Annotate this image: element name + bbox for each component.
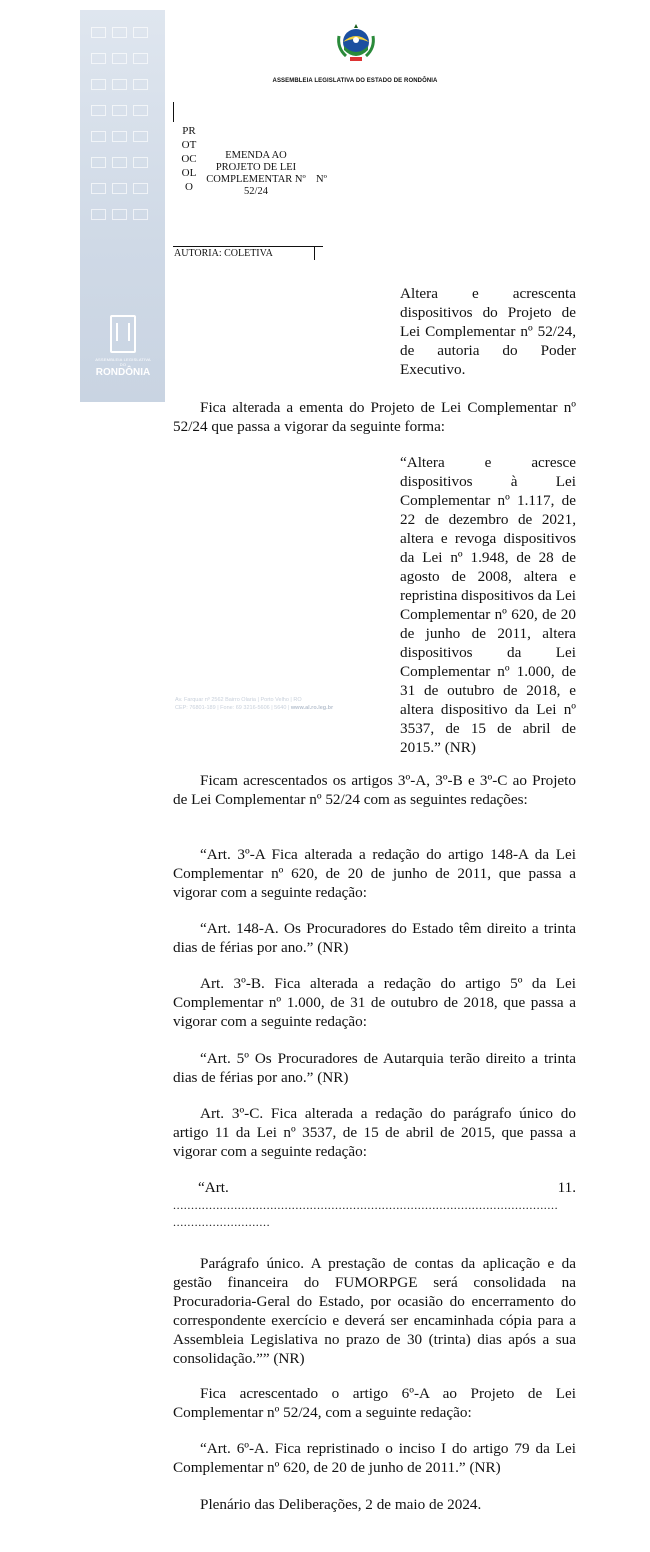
address-line: Av. Farquar nº 2562 Bairro Olaria | Porto Velho | RO bbox=[175, 697, 302, 703]
paragraph: “Art. 148-A. Os Procuradores do Estado têm direito a trinta dias de férias por ano.” (NR) bbox=[173, 920, 576, 956]
paragraph: Art. 3º-B. Fica alterada a redação do artigo 5º da Lei Complementar nº 1.000, de 31 de outubro de 2018, que passa a vigorar com a seguinte redação: bbox=[173, 975, 576, 1030]
assembly-logo bbox=[92, 315, 154, 378]
logo-small-text: ASSEMBLEIA LEGISLATIVA DO bbox=[95, 357, 151, 367]
art-11-left: “Art. bbox=[198, 1179, 229, 1196]
paragraph: Fica acrescentado o artigo 6º-A ao Projeto de Lei Complementar nº 52/24, com a seguinte redação: bbox=[173, 1385, 576, 1421]
art-11-line bbox=[198, 1179, 576, 1197]
building-icon bbox=[110, 315, 136, 353]
protocol-text: PR OT OC OL O bbox=[181, 125, 197, 193]
emenda-title: EMENDA AO PROJETO DE LEI COMPLEMENTAR Nº 52/24 bbox=[206, 150, 306, 197]
paragraph: Ficam acrescentados os artigos 3º-A, 3º-B e 3º-C ao Projeto de Lei Complementar nº 52/24 com as seguintes redações: bbox=[173, 772, 576, 808]
paragraph: “Art. 5º Os Procuradores de Autarquia terão direito a trinta dias de férias por ano.” (NR) bbox=[173, 1050, 576, 1086]
art-11-right: 11. bbox=[557, 1179, 576, 1196]
ellipsis-line: ........................... bbox=[173, 1215, 271, 1229]
divider bbox=[314, 246, 315, 260]
divider bbox=[173, 102, 174, 122]
ellipsis-line: ........................................................................................................... bbox=[173, 1198, 559, 1212]
paragraph: Fica alterada a ementa do Projeto de Lei Complementar nº 52/24 que passa a vigorar da seguinte forma: bbox=[173, 399, 576, 435]
address-line bbox=[175, 704, 390, 712]
footer-address bbox=[175, 696, 390, 712]
band-window-pattern bbox=[88, 22, 158, 230]
address-phone: CEP: 76801-189 | Fone: 69 3216-5606 | 5640 | bbox=[175, 705, 290, 711]
summary: Altera e acrescenta dispositivos do Projeto de Lei Complementar nº 52/24, de autoria do Poder Executivo. bbox=[400, 285, 576, 378]
paragraph: “Art. 6º-A. Fica repristinado o inciso I do artigo 79 da Lei Complementar nº 620, de 20 de junho de 2011.” (NR) bbox=[173, 1440, 576, 1476]
author-label: AUTORIA: COLETIVA bbox=[174, 248, 273, 259]
paragraph: Parágrafo único. A prestação de contas da aplicação e da gestão financeira do FUMORPGE será consolidada na Procuradoria-Geral do Estado, por ocasião do encerramento do correspondente exercício e deverá ser encaminhada cópia para a Assembleia Legislativa no prazo de 30 (trinta) dias após a sua consolidação.”” (NR) bbox=[173, 1255, 576, 1367]
paragraph: Art. 3º-C. Fica alterada a redação do parágrafo único do artigo 11 da Lei nº 3537, de 15 de abril de 2015, que passa a vigorar com a seguinte redação: bbox=[173, 1105, 576, 1160]
author-divider bbox=[173, 246, 323, 247]
address-site: www.al.ro.leg.br bbox=[290, 705, 334, 711]
paragraph: “Art. 3º-A Fica alterada a redação do artigo 148-A da Lei Complementar nº 620, de 20 de junho de 2011, que passa a vigorar com a seguinte redação: bbox=[173, 846, 576, 901]
sidebar-band bbox=[80, 10, 165, 402]
assembly-name: ASSEMBLEIA LEGISLATIVA DO ESTADO DE RONDÔNIA bbox=[272, 78, 438, 84]
logo-big-text: RONDÔNIA bbox=[95, 367, 151, 378]
quoted-ementa: “Altera e acresce dispositivos à Lei Complementar nº 1.117, de 22 de dezembro de 2021, altera e revoga dispositivos da Lei nº 1.948, de 28 de agosto de 2008, altera e repristina dispositivos da Lei Complementar nº 620, de 20 de junho de 2011, altera dispositivos da Lei Complementar nº 1.000, de 31 de outubro de 2018, e altera dispositivo da Lei nº 3537, de 15 de abril de 2015.” (NR) bbox=[400, 454, 576, 756]
protocol-label bbox=[181, 124, 197, 194]
coat-of-arms-icon bbox=[334, 22, 378, 66]
closing-date: Plenário das Deliberações, 2 de maio de 2024. bbox=[200, 1496, 482, 1513]
number-label: Nº bbox=[316, 174, 327, 185]
